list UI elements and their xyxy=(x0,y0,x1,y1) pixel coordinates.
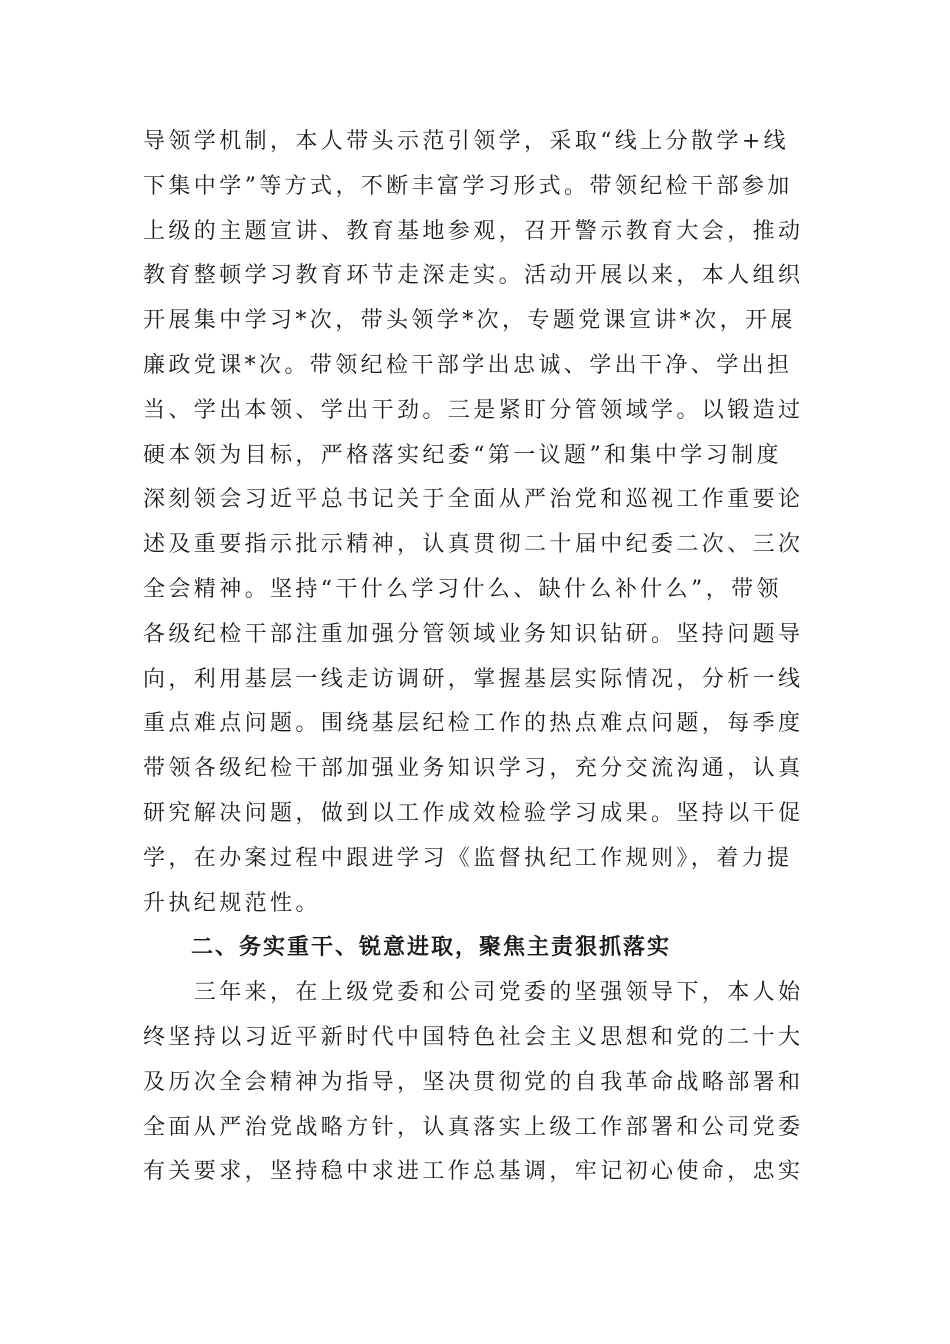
text-line: 升执纪规范性。 xyxy=(143,890,321,916)
text-line: 全会精神。坚持“干什么学习什么、缺什么补什么”，带领 xyxy=(143,576,782,602)
text-line: 带领各级纪检干部加强业务知识学习，充分交流沟通，认真 xyxy=(143,756,804,782)
text-line: 廉政党课*次。带领纪检干部学出忠诚、学出干净、学出担 xyxy=(143,352,793,378)
text-line: 深刻领会习近平总书记关于全面从严治党和巡视工作重要论 xyxy=(143,487,804,513)
text-line: 各级纪检干部注重加强分管领域业务知识钻研。坚持问题导 xyxy=(143,621,804,647)
text-line: 下集中学”等方式，不断丰富学习形式。带领纪检干部参加 xyxy=(143,173,793,199)
text-line: 重点难点问题。围绕基层纪检工作的热点难点问题，每季度 xyxy=(143,711,804,737)
text-line: 硬本领为目标，严格落实纪委“第一议题”和集中学习制度 xyxy=(143,442,782,468)
text-line: 述及重要指示批示精神，认真贯彻二十届中纪委二次、三次 xyxy=(143,532,804,558)
text-line: 三年来，在上级党委和公司党委的坚强领导下，本人始 xyxy=(143,980,804,1006)
text-line: 研究解决问题，做到以工作成效检验学习成果。坚持以干促 xyxy=(143,800,804,826)
text-line: 终坚持以习近平新时代中国特色社会主义思想和党的二十大 xyxy=(143,1024,804,1050)
text-line: 有关要求，坚持稳中求进工作总基调，牢记初心使命，忠实 xyxy=(143,1159,804,1185)
text-line: 及历次全会精神为指导，坚决贯彻党的自我革命战略部署和 xyxy=(143,1069,804,1095)
text-line: 向，利用基层一线走访调研，掌握基层实际情况，分析一线 xyxy=(143,666,804,692)
text-line: 上级的主题宣讲、教育基地参观，召开警示教育大会，推动 xyxy=(143,218,804,244)
body-text xyxy=(143,120,813,1195)
text-line: 学，在办案过程中跟进学习《监督执纪工作规则》，着力提 xyxy=(143,845,793,871)
section-heading: 二、务实重干、锐意进取，聚焦主责狠抓落实 xyxy=(143,935,672,961)
text-line: 当、学出本领、学出干劲。三是紧盯分管领域学。以锻造过 xyxy=(143,397,804,423)
text-line: 教育整顿学习教育环节走深走实。活动开展以来，本人组织 xyxy=(143,263,804,289)
text-line: 开展集中学习*次，带头领学*次，专题党课宣讲*次，开展 xyxy=(143,308,796,334)
text-line: 全面从严治党战略方针，认真落实上级工作部署和公司党委 xyxy=(143,1114,804,1140)
text-line: 导领学机制，本人带头示范引领学，采取“线上分散学+线 xyxy=(143,129,790,154)
